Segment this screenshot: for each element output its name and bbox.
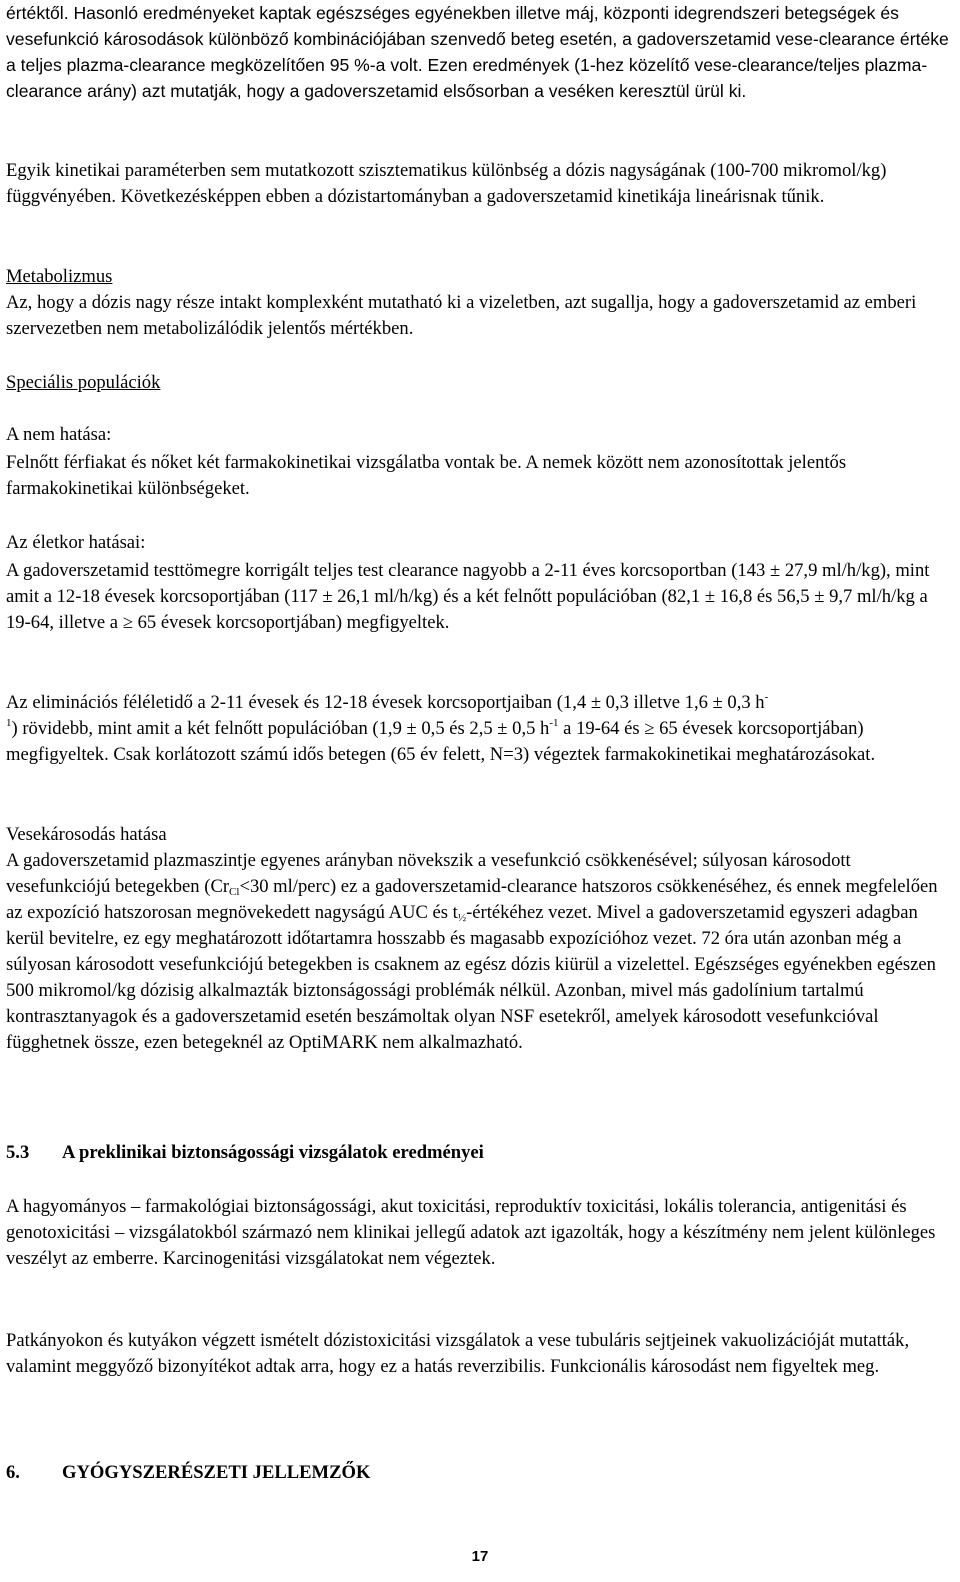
heading-metabolism: Metabolizmus — [6, 266, 113, 287]
paragraph-renal-impairment: A gadoverszetamid plazmaszintje egyenes arányban növekszik a vesefunkció csökkenésével; súlyosan károsodott vesefunkciójú betegekben ($Cr_{Cl}<30$ ml/perc) ez a gadoverszetamid-clearance hatszoros csökkenéséhez, és ennek megfelelően az expozíció hatszorosan megnövekedett nagyságú AUC és $t_{\frac{1}{2}}$-értékéhez vezet. Mivel a gadoverszetamid egyszeri adagban kerül bevitelre, ez egy meghatározott időtartamra hosszabb és magasabb expozícióhoz vezet. 72 óra után azonban még a súlyosan károsodott vesefunkciójú betegekben is csaknem az egész dózis kiürül a vizelettel. Egészséges egyénekben egészen 500 mikromol/kg dózisig alkalmazták biztonságossági problémák nélkül. Azonban, mivel más gadolínium tartalmú kontrasztanyagok és a gadoverszetamid esetén beszámoltak olyan NSF esetekről, amelyek károsodott vesefunkcióval függhetnek össze, ezen betegeknél az OptiMARK nem alkalmazható. — [6, 850, 938, 1053]
heading-gender-effect: A nem hatása: — [6, 424, 112, 445]
greater-equal-symbol: ≥ — [122, 612, 133, 633]
section-heading-5-3: 5.3 A preklinikai biztonságossági vizsgálatok eredményei — [6, 1142, 484, 1163]
paragraph-renal-clearance: értéktől. Hasonló eredményeket kaptak egészséges egyénekben illetve máj, központi idegrendszeri betegségek és vesefunkció károsodások különböző kombinációjában szenvedő beteg esetén, a gadoverszetamid vese-clearance értéke a teljes plazma-clearance megközelítően 95 %-a volt. Ezen eredmények (1-hez közelítő vese-clearance/teljes plazma-clearance arány) azt mutatják, hogy a gadoverszetamid elsősorban a veséken keresztül ürül ki. — [6, 3, 949, 101]
paragraph-linear-kinetics: Egyik kinetikai paraméterben sem mutatkozott szisztematikus különbség a dózis nagyságának (100-700 mikromol/kg) függvényében. Következésképpen ebben a dózistartományban a gadoverszetamid kinetikája lineárisnak tűnik. — [6, 160, 887, 207]
section-heading-6: 6. GYÓGYSZERÉSZETI JELLEMZŐK — [6, 1462, 371, 1483]
paragraph-metabolism: Az, hogy a dózis nagy része intakt komplexként mutatható ki a vizeletben, azt sugallja, hogy a gadoverszetamid az emberi szervezetben nem metabolizálódik jelentős mértékben. — [6, 292, 917, 339]
heading-renal-impairment: Vesekárosodás hatása — [6, 824, 167, 845]
paragraph-elimination-half-life: Az eliminációs féléletidő a 2-11 évesek és 12-18 évesek korcsoportjaiban (1,4 ± 0,3 illetve 1,6 ± 0,3 h- $^1$) rövidebb, mint amit a két felnőtt populációban (1,9 ± 0,5 és 2,5 ± 0,5 $h^{-1}$ a 19-64 és ≥ 65 évesek korcsoportjában) megfigyeltek. Csak korlátozott számú idős betegen (65 év felett, N=3) végeztek farmakokinetikai meghatározásokat. — [6, 691, 876, 765]
heading-special-populations: Speciális populációk — [6, 372, 161, 393]
heading-age-effect: Az életkor hatásai: — [6, 532, 146, 553]
paragraph-repeat-dose-toxicity: Patkányokon és kutyákon végzett ismételt dózistoxicitási vizsgálatok a vese tubuláris sejtjeinek vakuolizációját mutatták, valamint meggyőző bizonyítékot adtak arra, hogy ez a hatás reverzibilis. Funkcionális károsodást nem figyeltek meg. — [6, 1330, 910, 1377]
paragraph-preclinical-safety: A hagyományos – farmakológiai biztonságossági, akut toxicitási, reproduktív toxicitási, lokális tolerancia, antigenitási és genotoxicitási – vizsgálatokból származó nem klinikai jellegű adatok azt igazolták, hogy a készítmény nem jelent különleges veszélyt az emberre. Karcinogenitási vizsgálatokat nem végeztek. — [6, 1196, 936, 1269]
page-number: 17 — [471, 1548, 489, 1565]
greater-equal-symbol: ≥ — [644, 718, 655, 739]
paragraph-gender-effect: Felnőtt férfiakat és nőket két farmakokinetikai vizsgálatba vontak be. A nemek között nem azonosítottak jelentős farmakokinetikai különbségeket. — [6, 452, 847, 499]
paragraph-age-effect: A gadoverszetamid testtömegre korrigált teljes test clearance nagyobb a 2-11 éves korcsoportban (143 ± 27,9 ml/h/kg), mint amit a 12-18 évesek korcsoportjában (117 ± 26,1 ml/h/kg) és a két felnőtt populációban (82,1 ± 16,8 és 56,5 ± 9,7 ml/h/kg a 19-64, illetve a ≥ 65 évesek korcsoportjában) megfigyeltek. — [6, 560, 930, 633]
